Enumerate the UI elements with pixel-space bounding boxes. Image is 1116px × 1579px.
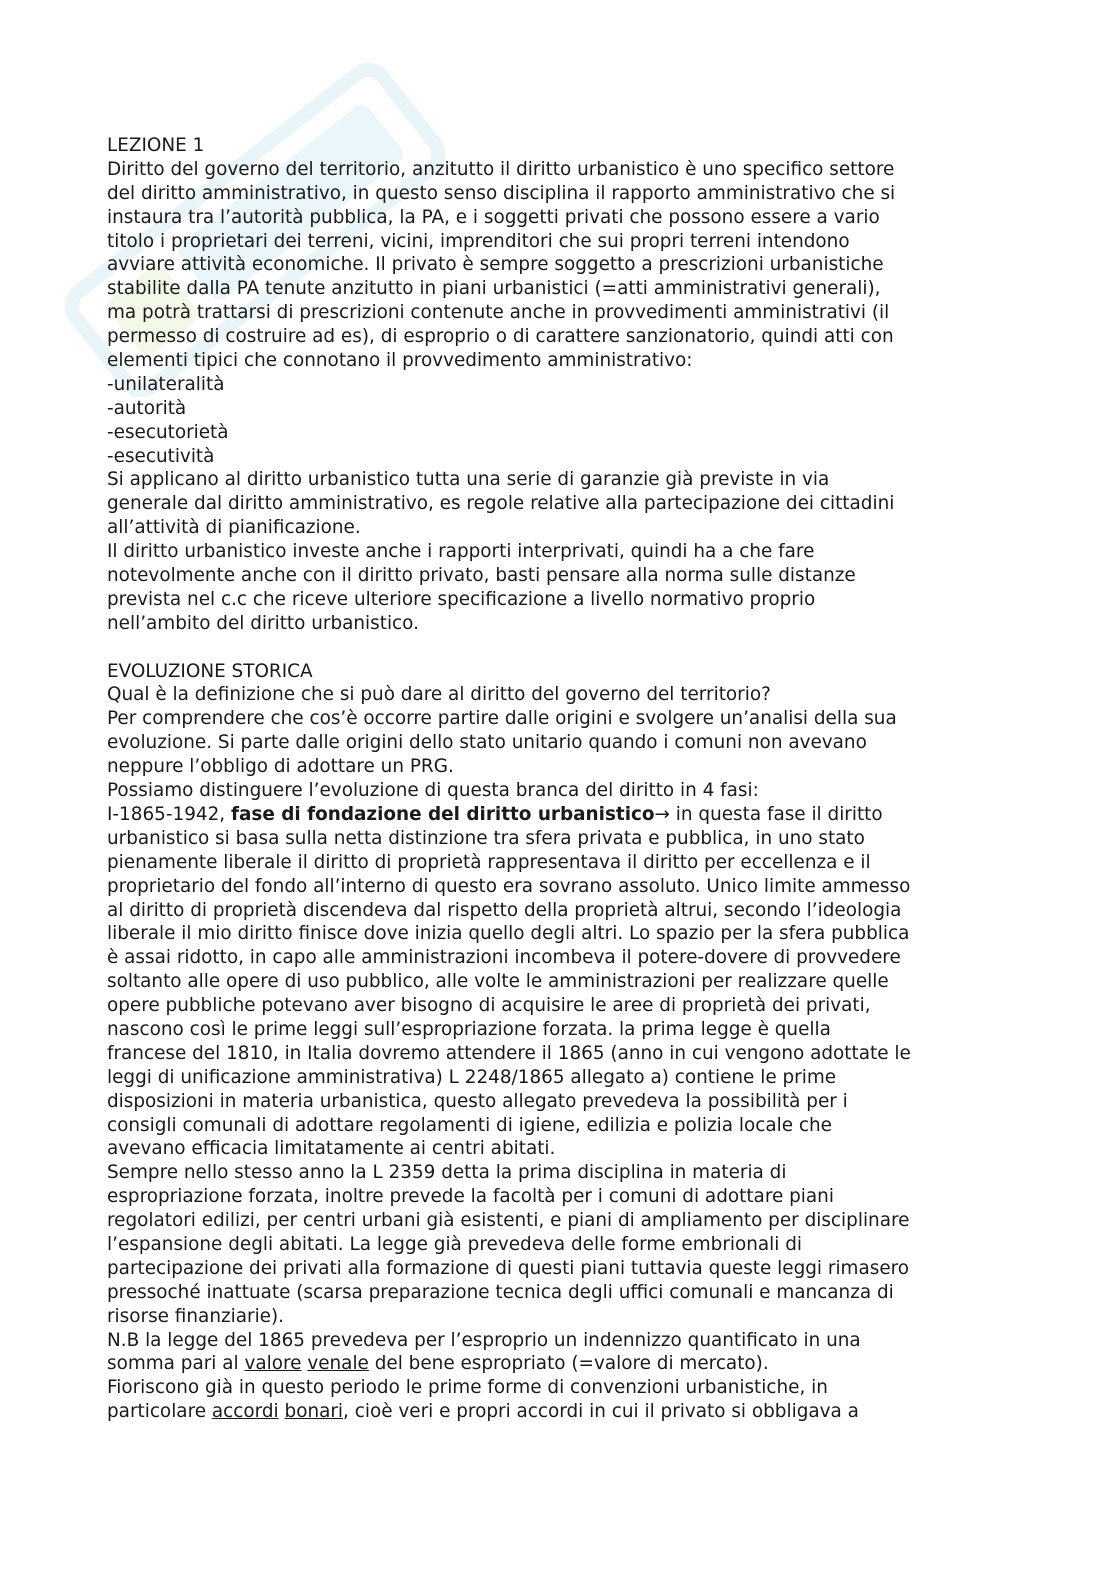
list-item: -autorità (107, 397, 187, 419)
text-line: risorse finanziarie). (107, 1305, 285, 1327)
text-line: prevista nel c.c che riceve ulteriore specificazione a livello normativo proprio (107, 588, 816, 610)
text-line: Possiamo distinguere l’evoluzione di questa branca del diritto in 4 fasi: (107, 780, 759, 802)
text-line: l’espansione degli abitati. La legge già prevedeva delle forme embrionali di (107, 1233, 803, 1255)
text-line: partecipazione dei privati alla formazione di questi piani tuttavia queste leggi rimasero (107, 1257, 910, 1279)
list-item: -unilateralità (107, 373, 225, 395)
underlined-term: accordi (211, 1401, 279, 1423)
underlined-term: valore (244, 1353, 302, 1375)
text-line: Sempre nello stesso anno la L 2359 detta la prima disciplina in materia di (107, 1162, 787, 1184)
text-line: avevano efficacia limitatamente ai centri abitati. (107, 1138, 556, 1160)
valore-venale-line (107, 1352, 1017, 1376)
text-line: Qual è la definizione che si può dare al diritto del governo del territorio? (107, 684, 771, 706)
text-line: ma potrà trattarsi di prescrizioni contenute anche in provvedimenti amministrativi (il (107, 302, 890, 324)
text-span: particolare (107, 1401, 212, 1423)
text-line: liberale il mio diritto finisce dove inizia quello degli altri. Lo spazio per la sfera pubblica (107, 923, 910, 945)
section-heading: EVOLUZIONE STORICA (107, 660, 313, 682)
text-line: permesso di costruire ad es), di esproprio o di carattere sanzionatorio, quindi atti con (107, 326, 894, 348)
text-line: stabilite dalla PA tenute anzitutto in piani urbanistici (=atti amministrativi generali), (107, 278, 881, 300)
text-span: , cioè veri e propri accordi in cui il privato si obbligava a (343, 1401, 859, 1423)
paragraph-spacer (107, 636, 1017, 660)
text-line: è assai ridotto, in capo alle amministrazioni incombeva il potere-dovere di provvedere (107, 947, 901, 969)
underlined-term: bonari (284, 1401, 344, 1423)
text-line: instaura tra l’autorità pubblica, la PA, e i soggetti privati che possono essere a vario (107, 206, 880, 228)
accordi-bonari-line (107, 1400, 1017, 1424)
text-line: Il diritto urbanistico investe anche i rapporti interprivati, quindi ha a che fare (107, 541, 815, 563)
text-line: Fioriscono già in questo periodo le prime forme di convenzioni urbanistiche, in (107, 1377, 828, 1399)
text-line: disposizioni in materia urbanistica, questo allegato prevedeva la possibilità per i (107, 1090, 848, 1112)
historical-evolution-section (107, 660, 1017, 1425)
text-line: nell’ambito del diritto urbanistico. (107, 612, 419, 634)
text-span: somma pari al (107, 1353, 245, 1375)
text-line: leggi di unificazione amministrativa) L 2248/1865 allegato a) contiene le prime (107, 1066, 837, 1088)
text-line: Per comprendere che cos’è occorre partire dalle origini e svolgere un’analisi della sua (107, 708, 897, 730)
text-line: del diritto amministrativo, in questo senso disciplina il rapporto amministrativo che si (107, 182, 896, 204)
phase-title: fase di fondazione del diritto urbanistico (231, 803, 655, 825)
text-line: pienamente liberale il diritto di proprietà rappresentava il diritto per eccellenza e il (107, 851, 871, 873)
text-line: francese del 1810, in Italia dovremo attendere il 1865 (anno in cui vengono adottate le (107, 1042, 911, 1064)
text-line: regolatori edilizi, per centri urbani già esistenti, e piani di ampliamento per disciplinare (107, 1210, 910, 1232)
underlined-term: venale (307, 1353, 369, 1375)
lesson-intro-section (107, 134, 1017, 636)
text-line: proprietario del fondo all’interno di questo era sovrano assoluto. Unico limite ammesso (107, 875, 911, 897)
text-span: del bene espropriato (=valore di mercato). (368, 1353, 769, 1375)
text-line: Si applicano al diritto urbanistico tutta una serie di garanzie già previste in via (107, 469, 830, 491)
text-line: all’attività di pianificazione. (107, 517, 361, 539)
phase-prefix: I-1865-1942, (107, 803, 231, 825)
text-line: notevolmente anche con il diritto privato, basti pensare alla norma sulle distanze (107, 565, 856, 587)
text-line: N.B la legge del 1865 prevedeva per l’esproprio un indennizzo quantificato in una (107, 1329, 861, 1351)
text-line: neppure l’obbligo di adottare un PRG. (107, 756, 454, 778)
text-line: evoluzione. Si parte dalle origini dello stato unitario quando i comuni non avevano (107, 732, 867, 754)
list-item: -esecutorietà (107, 421, 229, 443)
text-line: Diritto del governo del territorio, anzitutto il diritto urbanistico è uno specifico settore (107, 158, 895, 180)
text-line: avviare attività economiche. Il privato è sempre soggetto a prescrizioni urbanistiche (107, 254, 884, 276)
list-item: -esecutività (107, 445, 215, 467)
phase-line (107, 803, 1017, 827)
text-line: urbanistico si basa sulla netta distinzione tra sfera privata e pubblica, in uno stato (107, 827, 865, 849)
text-line: elementi tipici che connotano il provvedimento amministrativo: (107, 350, 693, 372)
document-page (107, 134, 1017, 1424)
text-line: consigli comunali di adottare regolamenti di igiene, edilizia e polizia locale che (107, 1114, 833, 1136)
text-line: nascono così le prime leggi sull’espropriazione forzata. la prima legge è quella (107, 1018, 831, 1040)
lesson-title: LEZIONE 1 (107, 135, 205, 156)
text-line: opere pubbliche potevano aver bisogno di acquisire le aree di proprietà dei privati, (107, 995, 871, 1017)
text-line: titolo i proprietari dei terreni, vicini, imprenditori che sui propri terreni intendono (107, 230, 850, 252)
phase-suffix: → in questa fase il diritto (654, 803, 883, 825)
text-line: generale dal diritto amministrativo, es regole relative alla partecipazione dei cittadini (107, 493, 895, 515)
text-line: al diritto di proprietà discendeva dal rispetto della proprietà altrui, secondo l’ideologia (107, 899, 902, 921)
text-line: pressoché inattuate (scarsa preparazione tecnica degli uffici comunali e mancanza di (107, 1281, 894, 1303)
text-line: espropriazione forzata, inoltre prevede la facoltà per i comuni di adottare piani (107, 1186, 834, 1208)
text-line: soltanto alle opere di uso pubblico, alle volte le amministrazioni per realizzare quelle (107, 971, 889, 993)
